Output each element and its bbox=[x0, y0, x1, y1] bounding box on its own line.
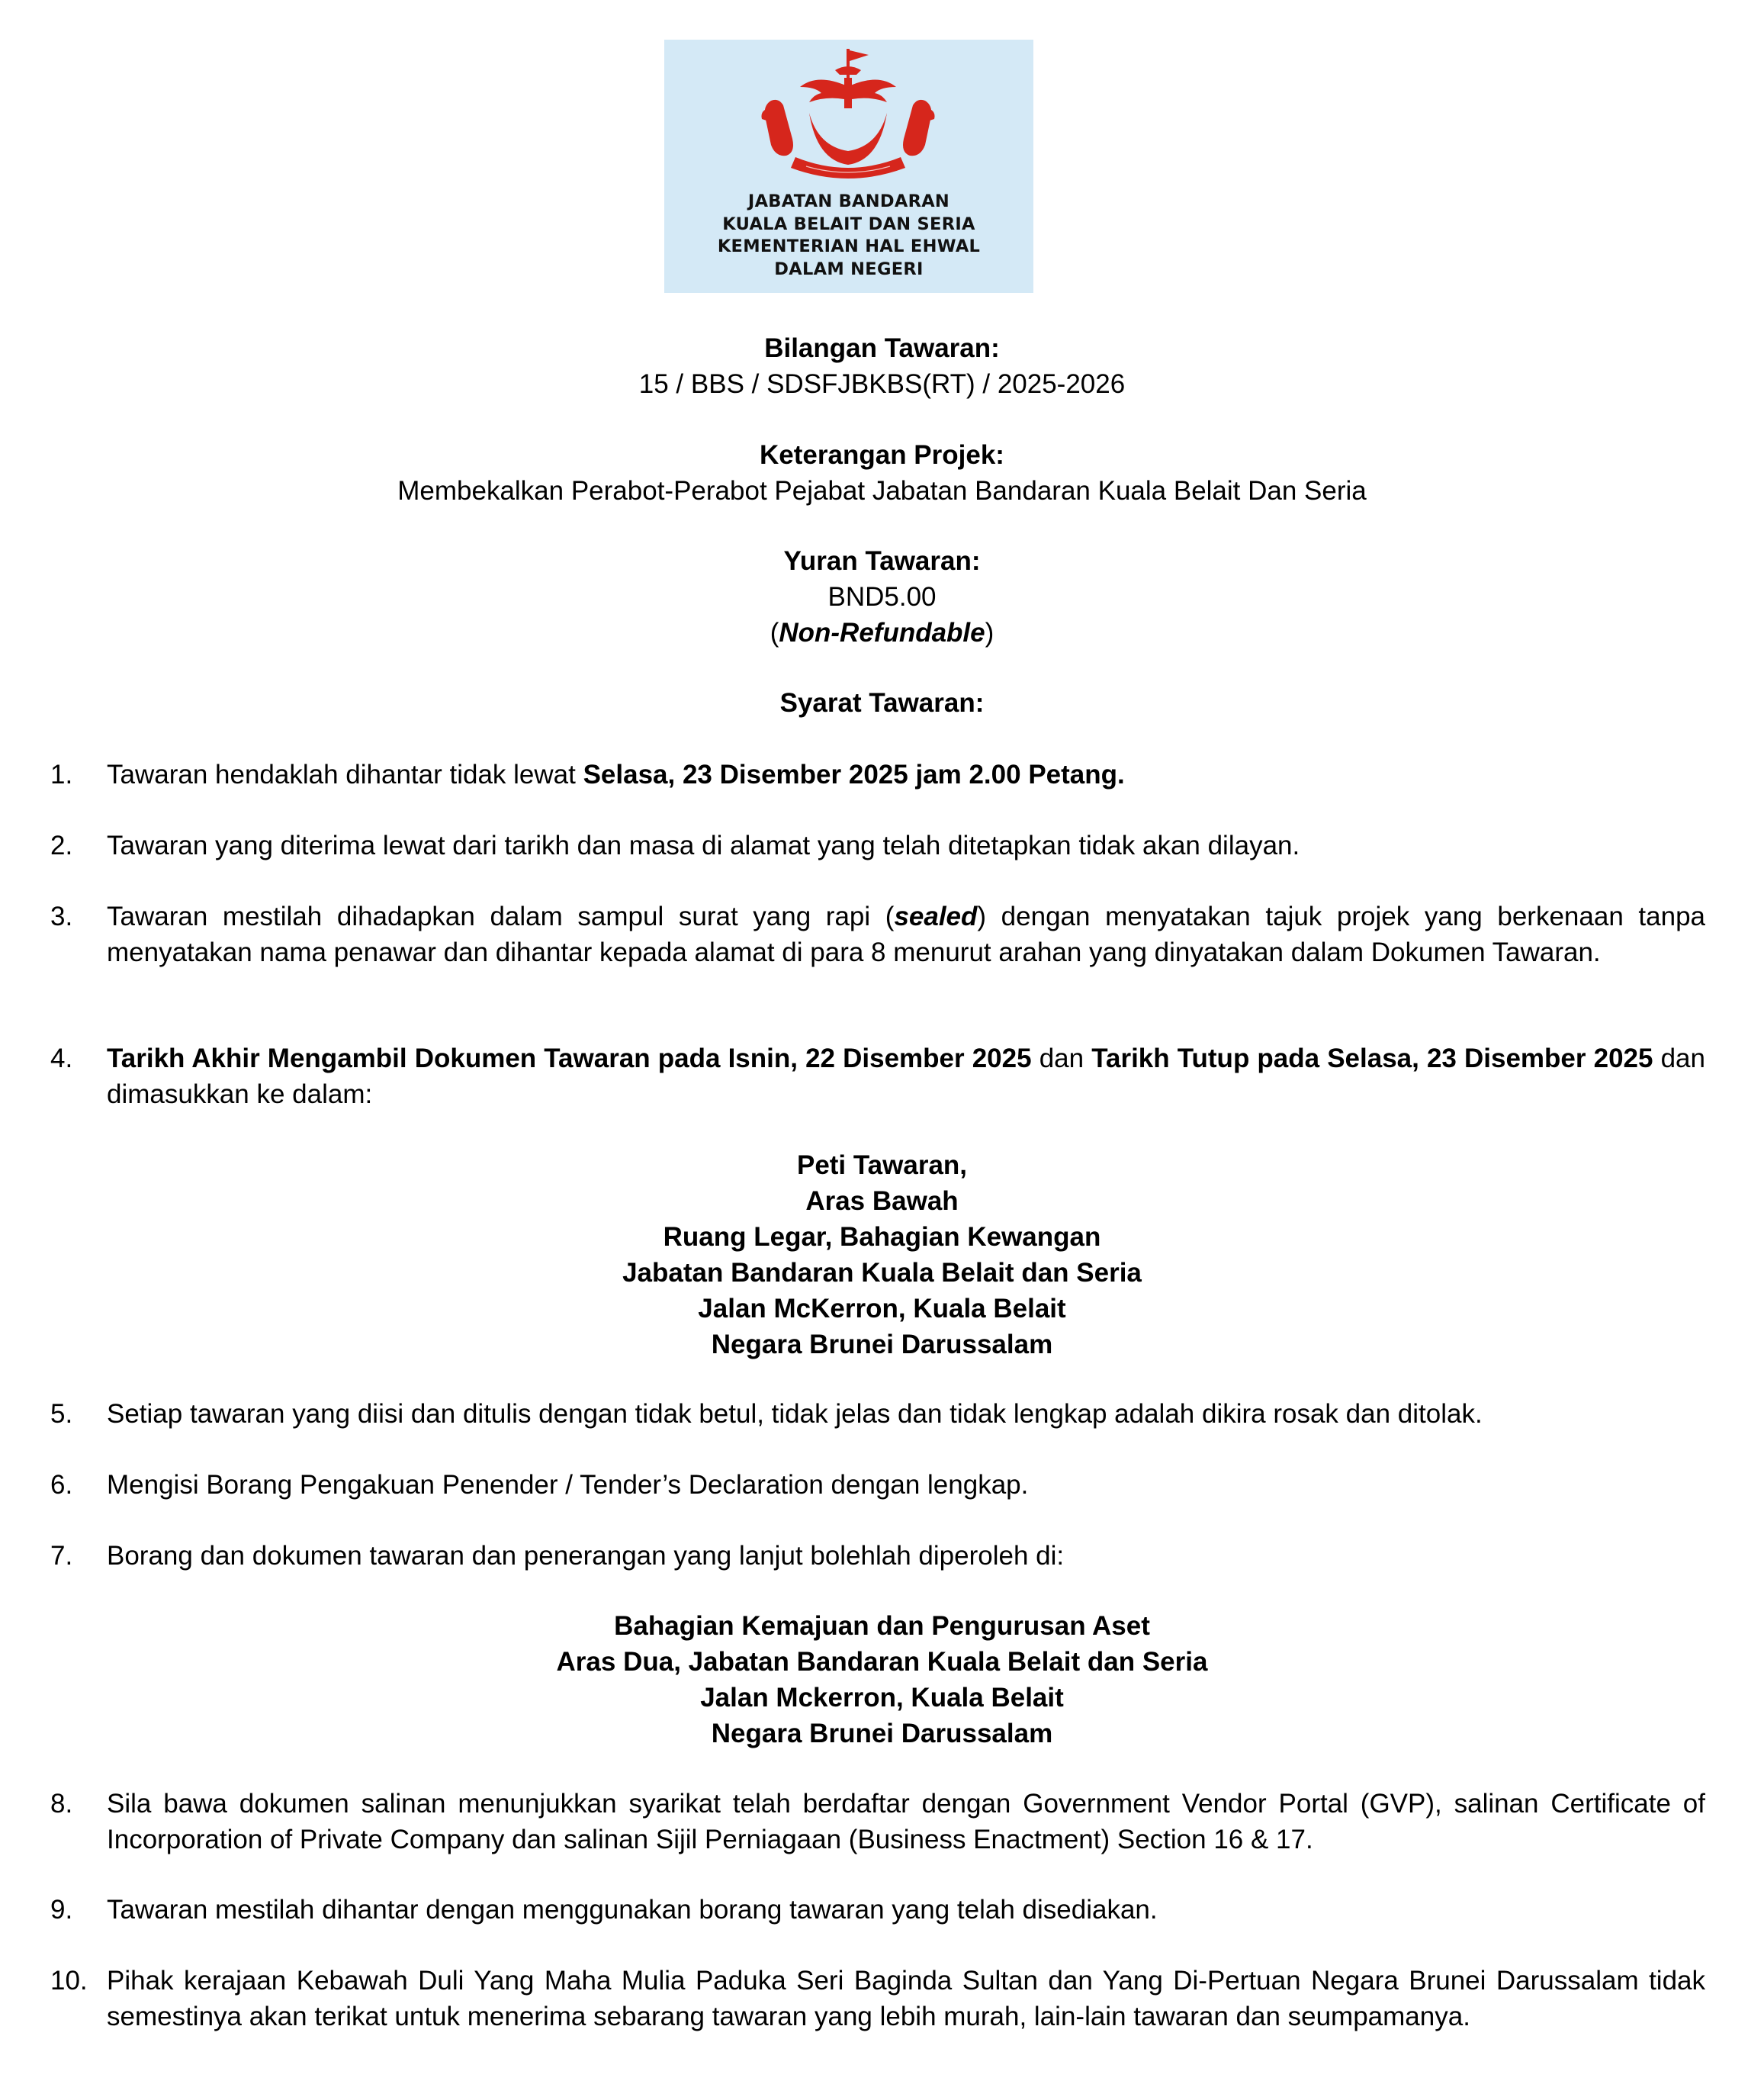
item-text: Mengisi Borang Pengakuan Penender / Tender’s Declaration dengan lengkap. bbox=[107, 1470, 1029, 1500]
item-number: 8. bbox=[50, 1789, 73, 1819]
logo-line: DALAM NEGERI bbox=[774, 259, 924, 279]
address-line: Bahagian Kemajuan dan Pengurusan Aset bbox=[614, 1611, 1150, 1641]
address-line: Jalan Mckerron, Kuala Belait bbox=[700, 1683, 1064, 1713]
item-number: 10. bbox=[50, 1966, 88, 1996]
address-line: Jabatan Bandaran Kuala Belait dan Seria bbox=[622, 1258, 1142, 1288]
item-number: 6. bbox=[50, 1470, 73, 1500]
information-address bbox=[0, 1608, 1764, 1751]
item-text: Pihak kerajaan Kebawah Duli Yang Maha Mulia Paduka Seri Baginda Sultan dan Yang Di-Pertuan Negara Brunei Darussalam tidak semestinya akan terikat untuk menerima sebarang tawaran yang lebih murah, lain-lain tawaran dan seumpamanya. bbox=[107, 1966, 1705, 2031]
item-text: Sila bawa dokumen salinan menunjukkan syarikat telah berdaftar dengan Government Vendor Portal (GVP), salinan Certificate of Incorporation of Private Company dan salinan Sijil Perniagaan (Business Enactment) Section 16 & 17. bbox=[107, 1789, 1705, 1854]
logo-line: JABATAN BANDARAN bbox=[747, 191, 950, 211]
item-text: Tawaran yang diterima lewat dari tarikh dan masa di alamat yang telah ditetapkan tidak akan dilayan. bbox=[107, 831, 1300, 860]
item-number: 5. bbox=[50, 1399, 73, 1429]
ref-value: 15 / BBS / SDSFJBKBS(RT) / 2025-2026 bbox=[638, 369, 1126, 399]
department-logo bbox=[664, 40, 1033, 293]
fee-note: (Non-Refundable) bbox=[770, 618, 994, 648]
item-text: Tawaran mestilah dihantar dengan menggunakan borang tawaran yang telah disediakan. bbox=[107, 1895, 1158, 1925]
address-line: Negara Brunei Darussalam bbox=[711, 1719, 1053, 1748]
tender-reference bbox=[0, 330, 1764, 402]
ref-label: Bilangan Tawaran: bbox=[764, 333, 1000, 363]
project-label: Keterangan Projek: bbox=[760, 440, 1004, 470]
conditions-heading: Syarat Tawaran: bbox=[779, 688, 985, 718]
item-text: Tawaran mestilah dihadapkan dalam sampul surat yang rapi (sealed) dengan menyatakan tajuk projek yang berkenaan tanpa menyatakan nama penawar dan dihantar kepada alamat di para 8 menurut arahan yang dinyatakan dalam Dokumen Tawaran. bbox=[107, 902, 1705, 967]
item-number: 4. bbox=[50, 1044, 73, 1073]
address-line: Negara Brunei Darussalam bbox=[711, 1330, 1053, 1359]
address-line: Aras Dua, Jabatan Bandaran Kuala Belait dan Seria bbox=[556, 1647, 1208, 1677]
item-number: 9. bbox=[50, 1895, 73, 1925]
tender-fee bbox=[0, 543, 1764, 651]
logo-line: KUALA BELAIT DAN SERIA bbox=[722, 214, 975, 234]
logo-line: KEMENTERIAN HAL EHWAL bbox=[717, 236, 981, 256]
address-line: Jalan McKerron, Kuala Belait bbox=[698, 1294, 1066, 1323]
fee-label: Yuran Tawaran: bbox=[783, 546, 981, 576]
submission-address bbox=[0, 1147, 1764, 1362]
item-number: 1. bbox=[50, 760, 73, 790]
fee-note-text: Non-Refundable bbox=[779, 618, 985, 648]
item-text: Tarikh Akhir Mengambil Dokumen Tawaran pada Isnin, 22 Disember 2025 dan Tarikh Tutup pada Selasa, 23 Disember 2025 dan dimasukkan ke dalam: bbox=[107, 1044, 1705, 1109]
address-line: Peti Tawaran, bbox=[796, 1150, 968, 1180]
address-line: Aras Bawah bbox=[805, 1186, 959, 1216]
item-number: 7. bbox=[50, 1541, 73, 1571]
item-number: 2. bbox=[50, 831, 73, 860]
brunei-crest-icon bbox=[664, 40, 1033, 192]
fee-value: BND5.00 bbox=[827, 582, 937, 612]
project-value: Membekalkan Perabot-Perabot Pejabat Jabatan Bandaran Kuala Belait Dan Seria bbox=[397, 476, 1367, 506]
address-line: Ruang Legar, Bahagian Kewangan bbox=[663, 1222, 1101, 1252]
logo-caption bbox=[664, 191, 1033, 281]
item-text: Setiap tawaran yang diisi dan ditulis dengan tidak betul, tidak jelas dan tidak lengkap adalah dikira rosak dan ditolak. bbox=[107, 1399, 1483, 1429]
item-text: Borang dan dokumen tawaran dan penerangan yang lanjut bolehlah diperoleh di: bbox=[107, 1541, 1065, 1571]
project-description bbox=[0, 437, 1764, 509]
item-text: Tawaran hendaklah dihantar tidak lewat Selasa, 23 Disember 2025 jam 2.00 Petang. bbox=[107, 760, 1125, 790]
item-number: 3. bbox=[50, 902, 73, 931]
